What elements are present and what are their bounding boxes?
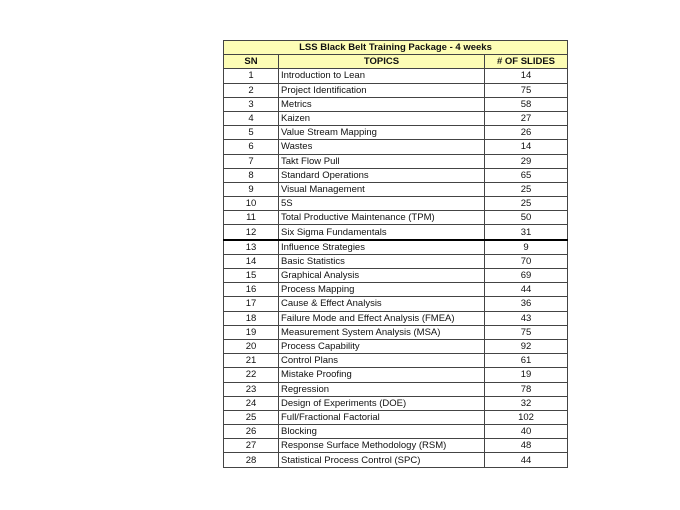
table-row — [224, 126, 568, 140]
row-sn-cell: 22 — [224, 368, 279, 382]
row-topic-cell: Design of Experiments (DOE) — [279, 396, 485, 410]
row-slides-cell: 48 — [485, 439, 568, 453]
row-sn-cell: 5 — [224, 126, 279, 140]
row-slides-cell: 29 — [485, 154, 568, 168]
table-row — [224, 339, 568, 353]
row-slides-cell: 40 — [485, 425, 568, 439]
row-topic-cell: Project Identification — [279, 83, 485, 97]
table-row — [224, 97, 568, 111]
table-title-row — [224, 41, 568, 55]
table-row — [224, 439, 568, 453]
row-slides-cell: 25 — [485, 197, 568, 211]
row-sn-cell: 11 — [224, 211, 279, 225]
row-sn-cell: 20 — [224, 339, 279, 353]
table-row — [224, 83, 568, 97]
row-slides-cell: 44 — [485, 453, 568, 467]
row-slides-cell: 27 — [485, 111, 568, 125]
table-row — [224, 197, 568, 211]
row-topic-cell: Value Stream Mapping — [279, 126, 485, 140]
row-slides-cell: 70 — [485, 254, 568, 268]
row-topic-cell: Basic Statistics — [279, 254, 485, 268]
row-sn-cell: 4 — [224, 111, 279, 125]
table-row — [224, 382, 568, 396]
table-row — [224, 283, 568, 297]
row-topic-cell: Regression — [279, 382, 485, 396]
row-slides-cell: 32 — [485, 396, 568, 410]
row-sn-cell: 14 — [224, 254, 279, 268]
row-sn-cell: 8 — [224, 168, 279, 182]
row-sn-cell: 23 — [224, 382, 279, 396]
table-row — [224, 140, 568, 154]
row-sn-cell: 13 — [224, 240, 279, 255]
table-row — [224, 225, 568, 240]
row-sn-cell: 24 — [224, 396, 279, 410]
table-row — [224, 396, 568, 410]
row-topic-cell: Process Capability — [279, 339, 485, 353]
training-package-table — [223, 40, 568, 468]
table-row — [224, 69, 568, 83]
row-slides-cell: 26 — [485, 126, 568, 140]
row-topic-cell: Response Surface Methodology (RSM) — [279, 439, 485, 453]
row-sn-cell: 2 — [224, 83, 279, 97]
row-slides-cell: 75 — [485, 325, 568, 339]
row-sn-cell: 9 — [224, 182, 279, 196]
row-topic-cell: Kaizen — [279, 111, 485, 125]
row-slides-cell: 36 — [485, 297, 568, 311]
row-slides-cell: 92 — [485, 339, 568, 353]
column-header-sn: SN — [224, 55, 279, 69]
row-sn-cell: 6 — [224, 140, 279, 154]
row-sn-cell: 19 — [224, 325, 279, 339]
table-row — [224, 311, 568, 325]
row-topic-cell: Statistical Process Control (SPC) — [279, 453, 485, 467]
row-topic-cell: Metrics — [279, 97, 485, 111]
column-header-row — [224, 55, 568, 69]
table-title: LSS Black Belt Training Package - 4 weeks — [224, 41, 568, 55]
row-sn-cell: 10 — [224, 197, 279, 211]
row-sn-cell: 18 — [224, 311, 279, 325]
column-header-topics: TOPICS — [279, 55, 485, 69]
row-topic-cell: Wastes — [279, 140, 485, 154]
table-row — [224, 425, 568, 439]
row-topic-cell: Graphical Analysis — [279, 269, 485, 283]
table-body — [224, 69, 568, 467]
table-row — [224, 211, 568, 225]
row-topic-cell: Process Mapping — [279, 283, 485, 297]
table-row — [224, 168, 568, 182]
row-sn-cell: 27 — [224, 439, 279, 453]
row-sn-cell: 12 — [224, 225, 279, 240]
row-sn-cell: 3 — [224, 97, 279, 111]
row-sn-cell: 16 — [224, 283, 279, 297]
row-slides-cell: 19 — [485, 368, 568, 382]
row-slides-cell: 69 — [485, 269, 568, 283]
row-topic-cell: Total Productive Maintenance (TPM) — [279, 211, 485, 225]
row-topic-cell: Measurement System Analysis (MSA) — [279, 325, 485, 339]
row-slides-cell: 75 — [485, 83, 568, 97]
row-slides-cell: 102 — [485, 410, 568, 424]
row-sn-cell: 7 — [224, 154, 279, 168]
table-row — [224, 325, 568, 339]
table-row — [224, 254, 568, 268]
table-row — [224, 297, 568, 311]
row-slides-cell: 43 — [485, 311, 568, 325]
row-slides-cell: 25 — [485, 182, 568, 196]
row-topic-cell: Takt Flow Pull — [279, 154, 485, 168]
row-slides-cell: 9 — [485, 240, 568, 255]
row-topic-cell: Visual Management — [279, 182, 485, 196]
row-sn-cell: 15 — [224, 269, 279, 283]
table-row — [224, 154, 568, 168]
row-topic-cell: 5S — [279, 197, 485, 211]
column-header-slides: # OF SLIDES — [485, 55, 568, 69]
row-sn-cell: 21 — [224, 354, 279, 368]
row-topic-cell: Cause & Effect Analysis — [279, 297, 485, 311]
row-topic-cell: Blocking — [279, 425, 485, 439]
row-slides-cell: 65 — [485, 168, 568, 182]
row-topic-cell: Control Plans — [279, 354, 485, 368]
table-row — [224, 453, 568, 467]
row-topic-cell: Full/Fractional Factorial — [279, 410, 485, 424]
row-sn-cell: 17 — [224, 297, 279, 311]
table-row — [224, 354, 568, 368]
row-slides-cell: 44 — [485, 283, 568, 297]
row-slides-cell: 78 — [485, 382, 568, 396]
table-row — [224, 111, 568, 125]
row-topic-cell: Mistake Proofing — [279, 368, 485, 382]
row-topic-cell: Six Sigma Fundamentals — [279, 225, 485, 240]
table-row — [224, 368, 568, 382]
table-row — [224, 269, 568, 283]
row-sn-cell: 26 — [224, 425, 279, 439]
table-row — [224, 240, 568, 255]
row-slides-cell: 31 — [485, 225, 568, 240]
row-sn-cell: 28 — [224, 453, 279, 467]
row-slides-cell: 61 — [485, 354, 568, 368]
row-slides-cell: 14 — [485, 69, 568, 83]
row-topic-cell: Standard Operations — [279, 168, 485, 182]
row-slides-cell: 14 — [485, 140, 568, 154]
row-topic-cell: Failure Mode and Effect Analysis (FMEA) — [279, 311, 485, 325]
table-row — [224, 182, 568, 196]
row-topic-cell: Influence Strategies — [279, 240, 485, 255]
row-sn-cell: 1 — [224, 69, 279, 83]
row-slides-cell: 50 — [485, 211, 568, 225]
row-sn-cell: 25 — [224, 410, 279, 424]
row-topic-cell: Introduction to Lean — [279, 69, 485, 83]
row-slides-cell: 58 — [485, 97, 568, 111]
table-row — [224, 410, 568, 424]
